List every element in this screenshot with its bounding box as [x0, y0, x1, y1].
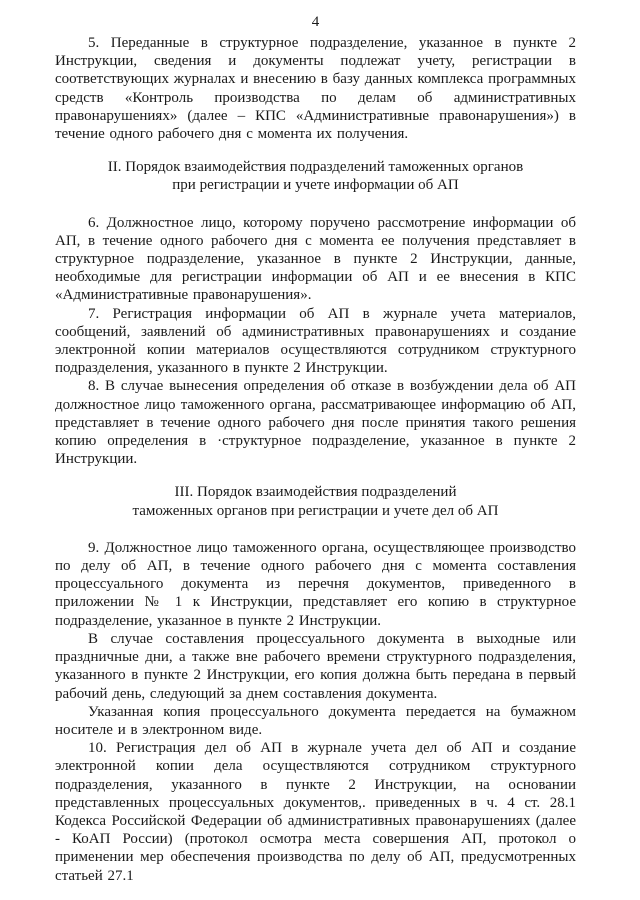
paragraph-9-continuation-2: Указанная копия процессуального документа передается на бумажном носителе и в электронном виде.	[55, 703, 576, 738]
section-heading-iii-line-1: III. Порядок взаимодействия подразделений	[174, 484, 457, 501]
section-heading-iii-line-2: таможенных органов при регистрации и учете дел об АП	[132, 502, 499, 519]
section-heading-iii	[55, 483, 576, 519]
paragraph-5: 5. Переданные в структурное подразделение, указанное в пункте 2 Инструкции, сведения и документы подлежат учету, регистрации в соответствующих журналах и внесению в базу данных комплекса программных средств «Контроль производства по делам об административных правонарушениях» (далее – КПС «Административные правонарушения») в течение одного рабочего дня с момента их получения.	[55, 35, 576, 143]
paragraph-9: 9. Должностное лицо таможенного органа, осуществляющее производство по делу об АП, в течение одного рабочего дня с момента составления процессуального документа из перечня документов, приведенного в приложении № 1 к Инструкции, представляет его копию в структурное подразделение, указанное в пункте 2 Инструкции.	[55, 539, 576, 629]
paragraph-10: 10. Регистрация дел об АП в журнале учета дел об АП и создание электронной копии дела осуществляются сотрудником структурного подразделения, указанного в пункте 2 Инструкции, на основании представленных процессуальных документов,. приведенных в ч. 4 ст. 28.1 Кодекса Российской Федерации об административных правонарушениях (далее - КоАП России) (протокол осмотра места совершения АП, протокол о применении мер обеспечения производства по делу об АП, предусмотренных статьей 27.1	[55, 740, 576, 884]
paragraph-8: 8. В случае вынесения определения об отказе в возбуждении дела об АП должностное лицо таможенного органа, рассматривающее информацию об АП, представляет в течение одного рабочего дня после принятия такого решения копию определения в ·структурное подразделение, указанное в пункте 2 Инструкции.	[55, 378, 576, 468]
section-heading-ii-line-1: II. Порядок взаимодействия подразделений таможенных органов	[107, 159, 524, 176]
paragraph-7: 7. Регистрация информации об АП в журнале учета материалов, сообщений, заявлений об административных правонарушениях и создание электронной копии материалов осуществляются сотрудником структурного подразделения, указанного в пункте 2 Инструкции.	[55, 305, 576, 377]
paragraph-6: 6. Должностное лицо, которому поручено рассмотрение информации об АП, в течение одного рабочего дня с момента ее получения представляет в структурное подразделение, указанное в пункте 2 Инструкции, данные, необходимые для регистрации информации об АП и ее внесения в КПС «Административные правонарушения».	[55, 214, 576, 304]
section-heading-ii	[55, 158, 576, 194]
page-number: 4	[311, 14, 320, 30]
paragraph-9-continuation-1: В случае составления процессуального документа в выходные или праздничные дни, а также вне рабочего времени структурного подразделения, указанного в пункте 2 Инструкции, его копия должна быть передана в первый рабочий день, следующий за днем составления документа.	[55, 630, 576, 702]
section-heading-ii-line-2: при регистрации и учете информации об АП	[172, 177, 459, 194]
